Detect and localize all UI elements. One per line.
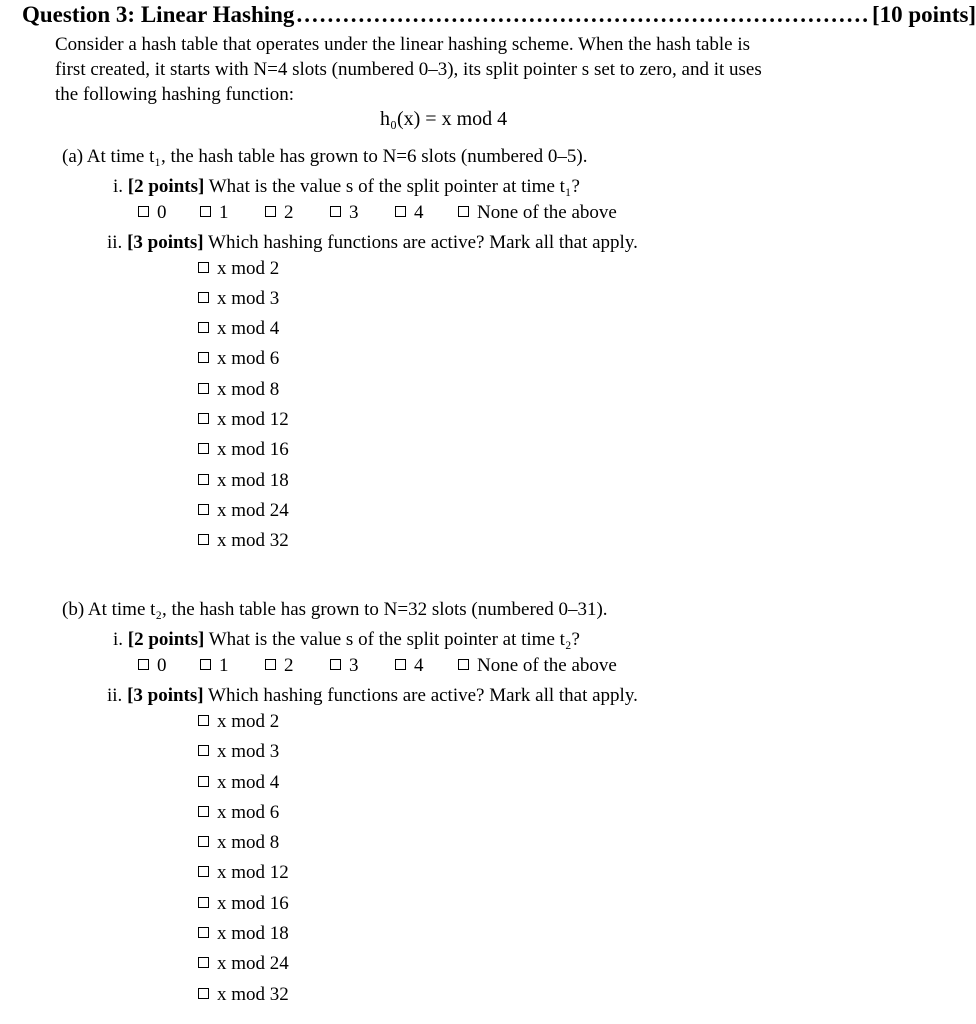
checkbox-icon[interactable] xyxy=(198,745,209,756)
hash-formula: h₀(x) = x mod 4 xyxy=(380,108,508,130)
option-a-i-3[interactable]: 3 xyxy=(330,202,359,224)
option-b-i-1[interactable]: 1 xyxy=(200,655,229,677)
fn-a-7[interactable]: x mod 18 xyxy=(198,470,289,492)
checkbox-icon[interactable] xyxy=(200,206,211,217)
option-a-i-none[interactable]: None of the above xyxy=(458,202,617,224)
checkbox-icon[interactable] xyxy=(138,659,149,670)
fn-b-7[interactable]: x mod 18 xyxy=(198,923,289,945)
checkbox-icon[interactable] xyxy=(198,443,209,454)
fn-a-4[interactable]: x mod 8 xyxy=(198,379,279,401)
part-b-i-options xyxy=(138,655,698,679)
checkbox-icon[interactable] xyxy=(198,413,209,424)
fn-a-1[interactable]: x mod 3 xyxy=(198,288,279,310)
fn-a-5[interactable]: x mod 12 xyxy=(198,409,289,431)
checkbox-icon[interactable] xyxy=(330,206,341,217)
checkbox-icon[interactable] xyxy=(395,206,406,217)
checkbox-icon[interactable] xyxy=(198,715,209,726)
option-a-i-0[interactable]: 0 xyxy=(138,202,167,224)
part-b-ii-question: Which hashing functions are active? Mark all that apply. xyxy=(208,685,638,706)
part-a-ii xyxy=(107,232,638,254)
option-b-i-4[interactable]: 4 xyxy=(395,655,424,677)
part-a-i-label: i. xyxy=(113,176,124,197)
part-b-ii xyxy=(107,685,638,707)
checkbox-icon[interactable] xyxy=(198,897,209,908)
fn-a-9[interactable]: x mod 32 xyxy=(198,530,289,552)
part-a-i xyxy=(113,176,580,198)
checkbox-icon[interactable] xyxy=(198,836,209,847)
intro-line-2: first created, it starts with N=4 slots (numbered 0–3), its split pointer s set to zero, and it uses xyxy=(55,59,762,80)
part-b-i xyxy=(113,629,580,651)
checkbox-icon[interactable] xyxy=(198,988,209,999)
checkbox-icon[interactable] xyxy=(198,534,209,545)
intro-line-1: Consider a hash table that operates under the linear hashing scheme. When the hash table is xyxy=(55,34,751,55)
part-b-i-label: i. xyxy=(113,629,124,650)
part-a xyxy=(62,146,588,168)
fn-a-3[interactable]: x mod 6 xyxy=(198,348,279,370)
fn-b-3[interactable]: x mod 6 xyxy=(198,802,279,824)
checkbox-icon[interactable] xyxy=(198,322,209,333)
option-a-i-2[interactable]: 2 xyxy=(265,202,294,224)
option-b-i-0[interactable]: 0 xyxy=(138,655,167,677)
fn-b-1[interactable]: x mod 3 xyxy=(198,741,279,763)
question-title-row xyxy=(22,2,976,28)
checkbox-icon[interactable] xyxy=(198,866,209,877)
checkbox-icon[interactable] xyxy=(395,659,406,670)
part-b-i-points: [2 points] xyxy=(127,629,205,650)
option-b-i-2[interactable]: 2 xyxy=(265,655,294,677)
part-b-label: (b) xyxy=(62,599,85,620)
part-b-text: At time t₂, the hash table has grown to N=32 slots (numbered 0–31). xyxy=(87,599,608,620)
checkbox-icon[interactable] xyxy=(200,659,211,670)
part-a-text: At time t₁, the hash table has grown to N=6 slots (numbered 0–5). xyxy=(86,146,588,167)
title-leader-dots: .......................................................................... xyxy=(296,2,870,27)
part-a-ii-question: Which hashing functions are active? Mark all that apply. xyxy=(208,232,638,253)
fn-b-6[interactable]: x mod 16 xyxy=(198,893,289,915)
part-b-ii-label: ii. xyxy=(107,685,123,706)
fn-a-2[interactable]: x mod 4 xyxy=(198,318,279,340)
checkbox-icon[interactable] xyxy=(138,206,149,217)
fn-a-0[interactable]: x mod 2 xyxy=(198,258,279,280)
option-a-i-1[interactable]: 1 xyxy=(200,202,229,224)
option-b-i-none[interactable]: None of the above xyxy=(458,655,617,677)
fn-a-6[interactable]: x mod 16 xyxy=(198,439,289,461)
fn-b-5[interactable]: x mod 12 xyxy=(198,862,289,884)
part-a-ii-points: [3 points] xyxy=(127,232,204,253)
fn-b-0[interactable]: x mod 2 xyxy=(198,711,279,733)
part-b-ii-points: [3 points] xyxy=(127,685,204,706)
part-a-i-points: [2 points] xyxy=(127,176,205,197)
part-a-i-options xyxy=(138,202,698,226)
checkbox-icon[interactable] xyxy=(198,292,209,303)
checkbox-icon[interactable] xyxy=(198,957,209,968)
checkbox-icon[interactable] xyxy=(265,659,276,670)
fn-a-8[interactable]: x mod 24 xyxy=(198,500,289,522)
checkbox-icon[interactable] xyxy=(198,927,209,938)
intro-line-3: the following hashing function: xyxy=(55,84,295,105)
part-a-i-question: What is the value s of the split pointer at time t₁? xyxy=(208,176,580,197)
checkbox-icon[interactable] xyxy=(198,806,209,817)
fn-b-4[interactable]: x mod 8 xyxy=(198,832,279,854)
option-a-i-4[interactable]: 4 xyxy=(395,202,424,224)
option-b-i-3[interactable]: 3 xyxy=(330,655,359,677)
fn-b-9[interactable]: x mod 32 xyxy=(198,984,289,1006)
part-b-i-question: What is the value s of the split pointer at time t₂? xyxy=(208,629,580,650)
checkbox-icon[interactable] xyxy=(330,659,341,670)
checkbox-icon[interactable] xyxy=(198,383,209,394)
checkbox-icon[interactable] xyxy=(198,474,209,485)
checkbox-icon[interactable] xyxy=(198,352,209,363)
checkbox-icon[interactable] xyxy=(458,659,469,670)
part-a-ii-label: ii. xyxy=(107,232,123,253)
checkbox-icon[interactable] xyxy=(265,206,276,217)
question-title: Question 3: Linear Hashing xyxy=(22,2,295,27)
checkbox-icon[interactable] xyxy=(198,504,209,515)
checkbox-icon[interactable] xyxy=(198,262,209,273)
fn-b-8[interactable]: x mod 24 xyxy=(198,953,289,975)
part-b xyxy=(62,599,608,621)
question-points: [10 points] xyxy=(871,2,976,27)
part-a-label: (a) xyxy=(62,146,84,167)
checkbox-icon[interactable] xyxy=(458,206,469,217)
fn-b-2[interactable]: x mod 4 xyxy=(198,772,279,794)
checkbox-icon[interactable] xyxy=(198,776,209,787)
